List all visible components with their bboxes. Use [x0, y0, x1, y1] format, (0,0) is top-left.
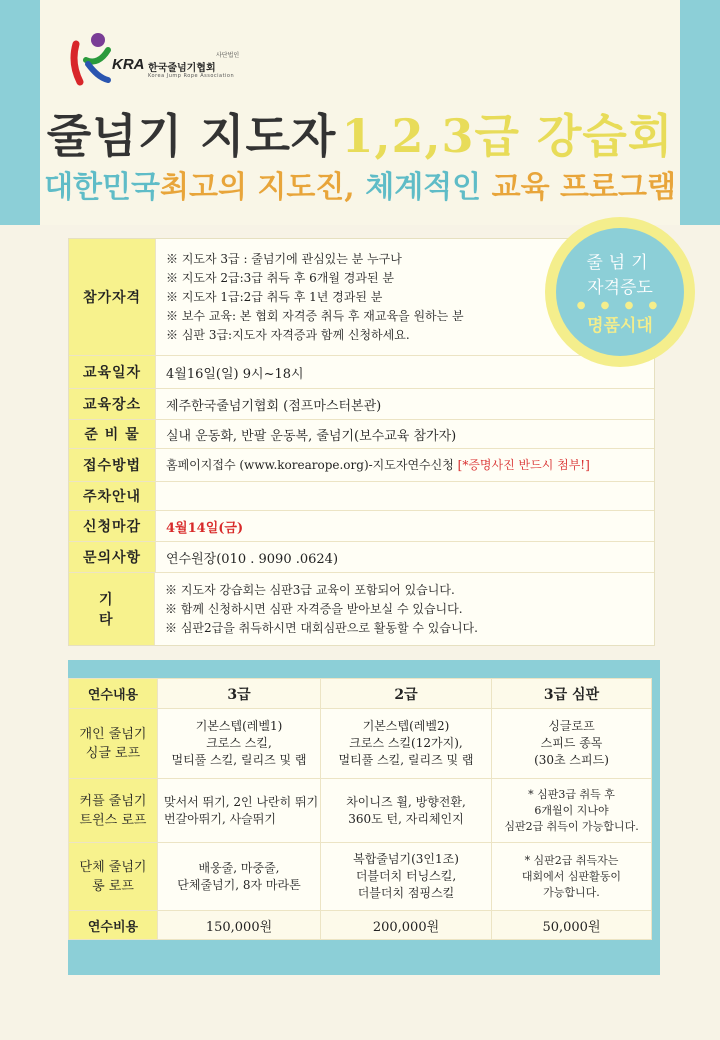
course-table [68, 678, 652, 940]
etc-item: ※ 함께 신청하시면 심판 자격증을 받아보실 수 있습니다. [165, 601, 463, 616]
price-label: 연수비용 [69, 911, 158, 940]
participants-item: ※ 지도자 3급 : 줄넘기에 관심있는 분 누구나 [166, 251, 402, 266]
course-cell: 기본스텝(레벨2) 크로스 스킬(12가지), 멀티풀 스킬, 릴리즈 및 랩 [321, 709, 492, 779]
subtitle-part-3: 체계적인 [365, 170, 482, 205]
price-grade3: 150,000원 [158, 911, 321, 940]
title-grade: 1,2,3급 강습회 [341, 109, 674, 163]
course-cell: 배웅줄, 마중줄, 단체줄넘기, 8자 마라톤 [158, 843, 321, 911]
course-cell: 기본스텝(레벨1) 크로스 스킬, 멀티풀 스킬, 릴리즈 및 랩 [158, 709, 321, 779]
course-cell: * 심판3급 취득 후 6개월이 지나야 심판2급 취득이 가능합니다. [492, 779, 652, 843]
contact-value: 연수원장(010 . 9090 .0624) [166, 551, 339, 567]
subtitle-part-4: 교육 프로그램 [491, 170, 676, 205]
logo-abbr: KRA [112, 56, 145, 73]
course-row-single [69, 709, 652, 779]
participants-label: 참가자격 [69, 239, 156, 355]
info-row-deadline [69, 511, 654, 542]
apply-label: 접수방법 [69, 449, 156, 481]
parking-label: 주차안내 [69, 482, 156, 510]
course-row-label: 커플 줄넘기 트윈스 로프 [69, 779, 158, 843]
prep-value: 실내 운동화, 반팔 운동복, 줄넘기(보수교육 참가자) [166, 428, 457, 444]
place-label: 교육장소 [69, 389, 156, 419]
page-subtitle [0, 162, 720, 206]
kra-logo [68, 30, 248, 90]
course-row-couple [69, 779, 652, 843]
apply-method: 홈페이지접수 (www.korearope.org)-지도자연수신청 [166, 457, 454, 472]
place-value: 제주한국줄넘기협회 (점프마스터본관) [166, 398, 382, 414]
course-header-row [69, 679, 652, 709]
course-header-referee: 3급 심판 [492, 679, 652, 709]
participants-item: ※ 지도자 2급:3급 취득 후 6개월 경과된 분 [166, 270, 394, 285]
info-row-etc [69, 573, 654, 645]
badge-line-2: 자격증도 [587, 278, 653, 298]
info-row-contact [69, 542, 654, 573]
deadline-label: 신청마감 [69, 511, 156, 541]
etc-list [155, 573, 654, 645]
etc-item: ※ 심판2급을 취득하시면 대회심판으로 활동할 수 있습니다. [165, 620, 478, 635]
course-header-grade3: 3급 [158, 679, 321, 709]
course-cell: * 심판2급 취득자는 대회에서 심판활동이 가능합니다. [492, 843, 652, 911]
badge-line-3: 명품시대 [587, 316, 653, 336]
course-cell: 복합줄넘기(3인1조) 더블더치 터닝스킬, 더블더치 점핑스킬 [321, 843, 492, 911]
etc-label: 기 타 [69, 573, 155, 645]
date-label: 교육일자 [69, 356, 156, 388]
info-row-date [69, 356, 654, 389]
course-row-group [69, 843, 652, 911]
etc-item: ※ 지도자 강습회는 심판3급 교육이 포함되어 있습니다. [165, 582, 455, 597]
logo-tag: 사단법인 [216, 52, 240, 59]
badge-dots: ● ● ● ● [576, 300, 664, 311]
badge-inner [556, 228, 684, 356]
info-row-place [69, 389, 654, 420]
date-value: 4월16일(일) 9시~18시 [166, 366, 304, 382]
page-title [0, 100, 720, 166]
certificate-badge [545, 217, 695, 367]
subtitle-part-2: 최고의 지도진, [159, 170, 355, 205]
prep-label: 준 비 물 [69, 420, 156, 448]
info-row-prep [69, 420, 654, 449]
participants-item: ※ 심판 3급:지도자 자격증과 함께 신청하세요. [166, 327, 410, 342]
course-cell: 맞서서 뛰기, 2인 나란히 뛰기 번갈아뛰기, 사슬뛰기 [158, 779, 321, 843]
logo-name: 한국줄넘기협회 [148, 63, 216, 74]
parking-value [156, 482, 654, 510]
apply-note: [*증명사진 반드시 첨부!] [457, 457, 590, 472]
logo-eng: Korea Jump Rope Association [148, 73, 235, 79]
course-row-label: 개인 줄넘기 싱글 로프 [69, 709, 158, 779]
course-cell: 싱글로프 스피드 종목 (30초 스피드) [492, 709, 652, 779]
title-main: 줄넘기 지도자 [46, 109, 337, 163]
apply-value [156, 449, 654, 481]
course-header-grade2: 2급 [321, 679, 492, 709]
info-row-apply [69, 449, 654, 482]
price-grade2: 200,000원 [321, 911, 492, 940]
participants-item: ※ 보수 교육: 본 협회 자격증 취득 후 재교육을 원하는 분 [166, 308, 464, 323]
course-price-row [69, 911, 652, 940]
course-header-label: 연수내용 [69, 679, 158, 709]
participants-item: ※ 지도자 1급:2급 취득 후 1년 경과된 분 [166, 289, 383, 304]
deadline-value: 4월14일(금) [166, 520, 244, 536]
price-referee: 50,000원 [492, 911, 652, 940]
info-row-parking [69, 482, 654, 511]
badge-line-1: 줄넘기 [586, 253, 654, 273]
course-cell: 차이니즈 휠, 방향전환, 360도 턴, 자리체인지 [321, 779, 492, 843]
course-row-label: 단체 줄넘기 롱 로프 [69, 843, 158, 911]
subtitle-part-1: 대한민국 [44, 170, 160, 205]
kra-logo-icon [68, 30, 116, 86]
contact-label: 문의사항 [69, 542, 156, 572]
